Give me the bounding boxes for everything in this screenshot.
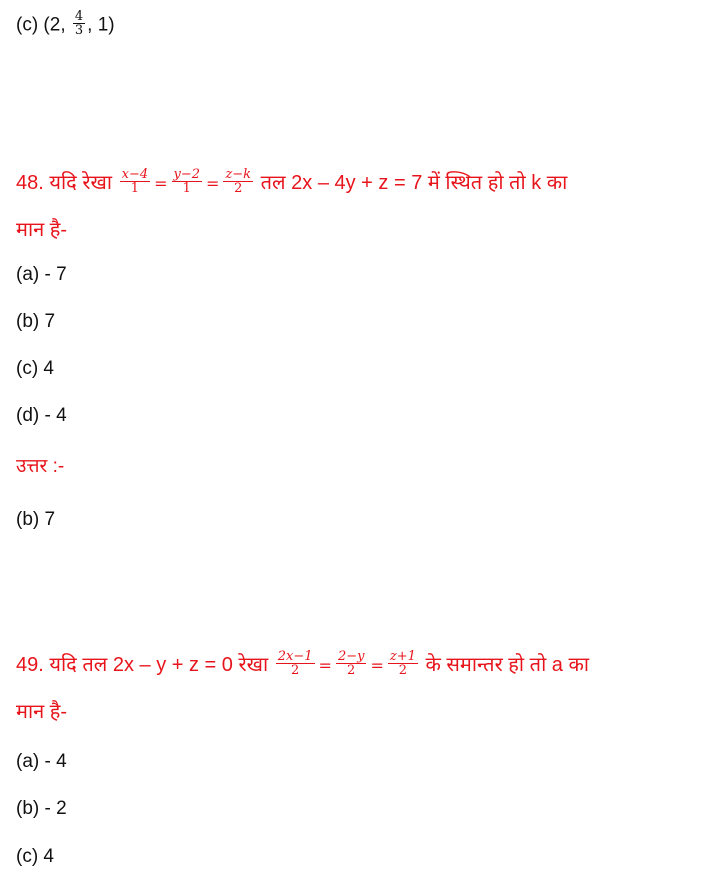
option-c-previous [16, 9, 115, 39]
fraction-denominator: 2 [398, 663, 407, 678]
fraction-denominator: 1 [130, 181, 139, 196]
fraction-numerator: y−2 [173, 167, 201, 182]
fraction-denominator: 2 [347, 663, 356, 678]
fraction [73, 10, 85, 37]
fraction-3 [223, 168, 253, 195]
equals-sign: = [206, 173, 220, 193]
option-suffix: , 1) [87, 14, 115, 36]
option-c: (c) 4 [16, 358, 54, 379]
option-prefix: (c) (2, [16, 14, 66, 36]
question-49-line-1 [16, 649, 590, 679]
fraction-3 [388, 650, 418, 677]
equals-sign: = [154, 173, 168, 193]
equals-sign: = [370, 655, 384, 675]
fraction-1 [120, 168, 151, 195]
fraction-numerator: 2−y [337, 649, 365, 664]
fraction-denominator: 3 [74, 23, 84, 38]
fraction-denominator: 2 [291, 663, 300, 678]
answer-label: उत्तर :- [16, 456, 65, 477]
option-b: (b) 7 [16, 311, 56, 332]
question-49-tail: के समान्तर हो तो a का [425, 653, 590, 676]
fraction-2 [336, 650, 367, 677]
fraction-numerator: z−k [225, 167, 252, 182]
option-a: (a) - 4 [16, 751, 67, 772]
fraction-numerator: 4 [74, 9, 84, 24]
option-c: (c) 4 [16, 846, 54, 867]
fraction-denominator: 1 [182, 181, 191, 196]
question-48-line-2: मान है- [16, 219, 68, 241]
fraction-numerator: x−4 [121, 167, 149, 182]
answer-value: (b) 7 [16, 509, 56, 530]
fraction-1 [276, 650, 315, 677]
option-a: (a) - 7 [16, 264, 67, 285]
fraction-numerator: 2x−1 [277, 649, 313, 664]
question-49-line-2: मान है- [16, 701, 68, 723]
question-48-intro: 48. यदि रेखा [16, 171, 113, 194]
question-49-intro: 49. यदि तल 2x – y + z = 0 रेखा [16, 653, 269, 676]
option-d: (d) - 4 [16, 405, 67, 426]
question-48-line-1 [16, 167, 568, 197]
equals-sign: = [318, 655, 332, 675]
question-48-tail: तल 2x – 4y + z = 7 में स्थित हो तो k का [260, 171, 568, 194]
fraction-2 [172, 168, 203, 195]
fraction-numerator: z+1 [389, 649, 416, 664]
option-b: (b) - 2 [16, 798, 67, 819]
fraction-denominator: 2 [234, 181, 243, 196]
